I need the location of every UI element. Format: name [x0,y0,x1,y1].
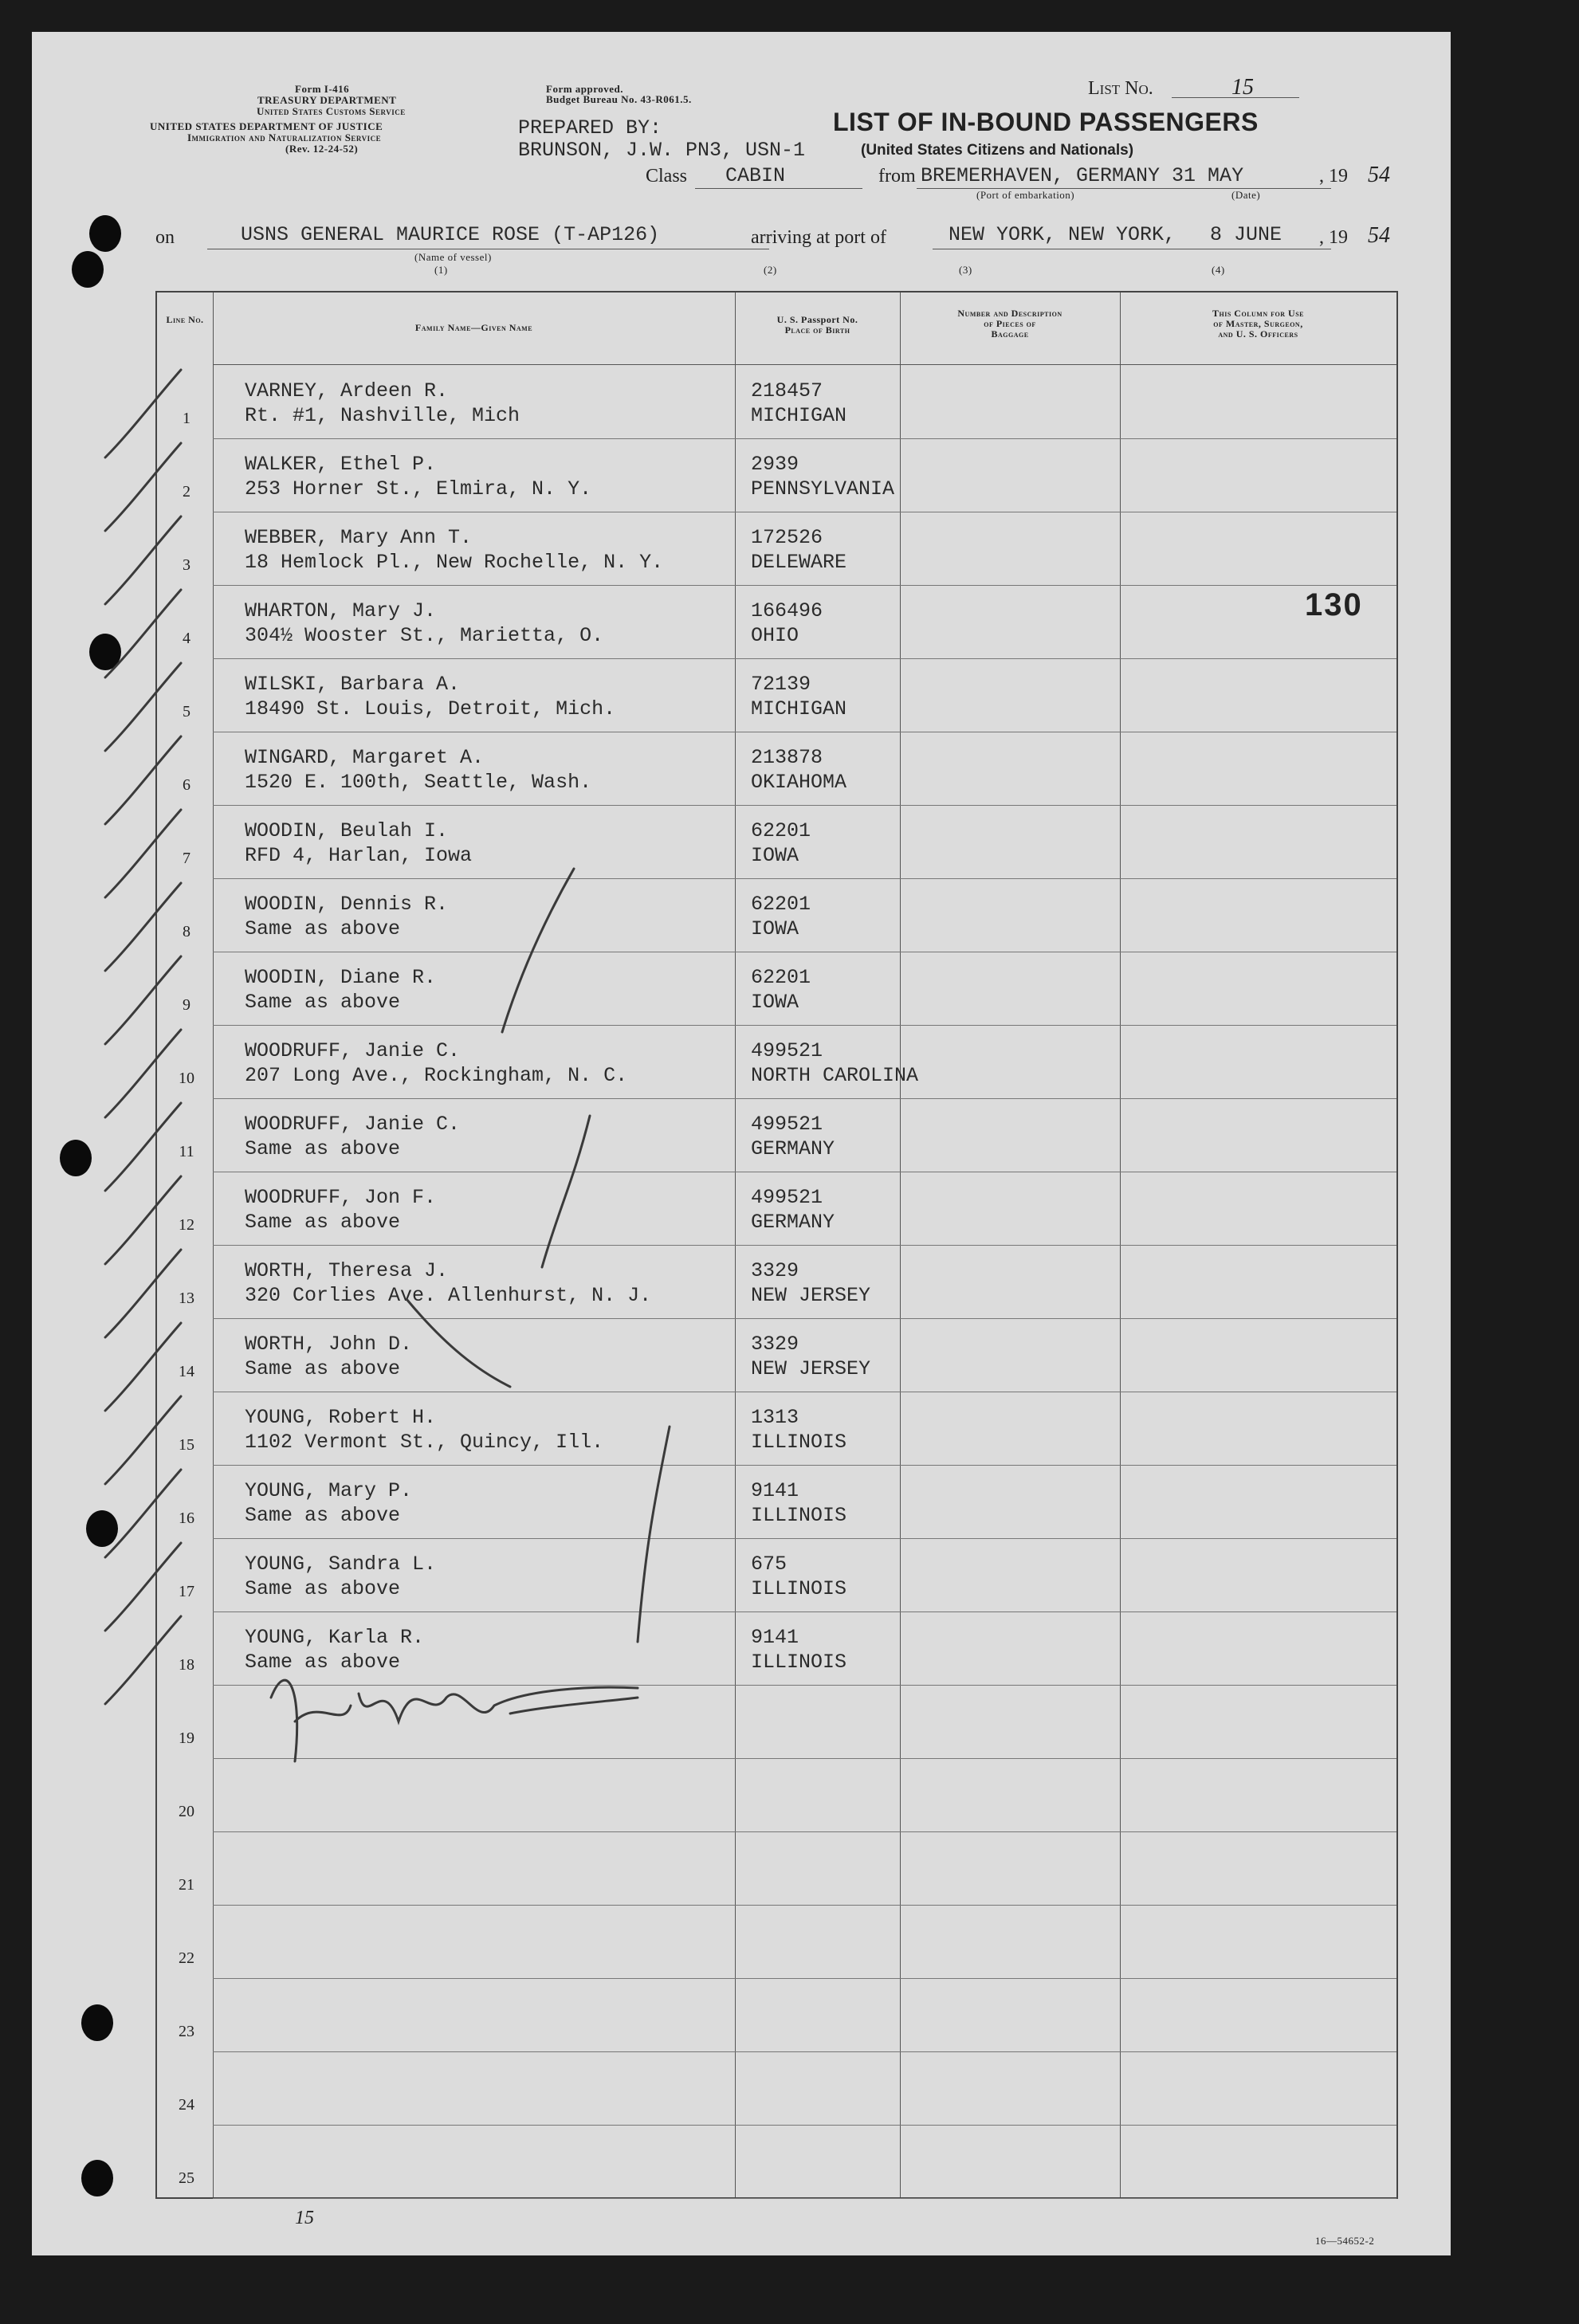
budget-bureau-number: Budget Bureau No. 43-R061.5. [546,93,692,105]
passenger-address: 18490 St. Louis, Detroit, Mich. [245,697,616,720]
passenger-address: 304½ Wooster St., Marietta, O. [245,624,604,647]
caption-1: (1) [434,264,448,276]
passport-number: 499521 [751,1186,823,1209]
passenger-name: YOUNG, Sandra L. [245,1553,437,1576]
place-of-birth: NORTH CAROLINA [751,1064,919,1087]
column-header-name: Family Name—Given Name [414,322,533,333]
line-number: 10 [179,1070,194,1087]
prepared-by-label: PREPARED BY: [518,116,662,139]
revision-date: (Rev. 12-24-52) [285,143,359,155]
immigration-service: Immigration and Naturalization Service [187,132,382,143]
customs-service: United States Customs Service [257,105,406,117]
passenger-address: Same as above [245,1137,401,1160]
passport-number: 218457 [751,379,823,402]
year-value-2: 54 [1368,223,1390,248]
line-number: 2 [183,483,191,501]
arrival-date: 8 JUNE [1210,223,1282,246]
passenger-address: Same as above [245,1504,401,1527]
place-of-birth: PENNSYLVANIA [751,477,895,501]
officers-header-line2: of Master, Surgeon, [1213,318,1303,329]
passport-number: 62201 [751,819,811,842]
place-of-birth: OKIAHOMA [751,771,847,794]
line-number: 4 [183,630,191,647]
place-of-birth: IOWA [751,991,799,1014]
column-header-line-no: Line No. [166,314,204,325]
passenger-name: WORTH, John D. [245,1333,413,1356]
line-number: 1 [183,410,191,427]
class-label: Class [646,166,688,186]
passenger-name: WOODRUFF, Jon F. [245,1186,437,1209]
place-of-birth: ILLINOIS [751,1577,847,1600]
place-of-birth: OHIO [751,624,799,647]
document-title: LIST OF IN-BOUND PASSENGERS [833,108,1259,136]
place-of-birth: DELEWARE [751,551,847,574]
passenger-address: 18 Hemlock Pl., New Rochelle, N. Y. [245,551,664,574]
line-number: 17 [179,1583,194,1600]
line-number: 25 [179,2169,194,2187]
passenger-name: YOUNG, Mary P. [245,1479,413,1502]
check-stroke [502,869,574,1032]
passport-number: 166496 [751,599,823,622]
caption-3: (3) [959,264,972,276]
line-number: 21 [179,1876,194,1894]
passenger-name: WEBBER, Mary Ann T. [245,526,473,549]
line-number: 5 [183,703,191,720]
place-of-birth: GERMANY [751,1137,835,1160]
passenger-address: RFD 4, Harlan, Iowa [245,844,473,867]
form-approved: Form approved. [546,83,624,95]
place-of-birth: GERMANY [751,1211,835,1234]
from-label: from [878,166,916,186]
place-of-birth: NEW JERSEY [751,1357,871,1380]
passport-number: 9141 [751,1626,799,1649]
passenger-name: WOODIN, Diane R. [245,966,437,989]
line-number: 3 [183,556,191,574]
passenger-address: Same as above [245,991,401,1014]
line-number: 15 [179,1436,194,1454]
passenger-name: WINGARD, Margaret A. [245,746,485,769]
passport-number: 72139 [751,673,811,696]
passenger-name: WOODRUFF, Janie C. [245,1039,461,1062]
passport-number: 172526 [751,526,823,549]
form-number: Form I-416 [295,83,350,95]
on-label: on [155,227,175,248]
year-prefix-1: , 19 [1319,166,1348,186]
check-stroke [407,1299,510,1387]
passport-number: 3329 [751,1333,799,1356]
line-number: 20 [179,1803,194,1820]
passport-number: 1313 [751,1406,799,1429]
baggage-header-line2: of Pieces of [984,318,1036,329]
line-number: 22 [179,1949,194,1967]
footer-form-code: 16—54652-2 [1315,2235,1375,2247]
line-number: 9 [183,996,191,1014]
place-of-birth: ILLINOIS [751,1504,847,1527]
year-value-1: 54 [1368,163,1390,187]
passenger-name: WILSKI, Barbara A. [245,673,461,696]
passenger-address: Same as above [245,1357,401,1380]
prepared-by-name: BRUNSON, J.W. PN3, USN-1 [518,139,806,162]
place-of-birth: MICHIGAN [751,697,847,720]
passport-number: 499521 [751,1113,823,1136]
signature [271,1680,638,1761]
caption-4: (4) [1212,264,1225,276]
passenger-name: YOUNG, Karla R. [245,1626,425,1649]
passport-header-line1: U. S. Passport No. [776,314,858,325]
passenger-name: WORTH, Theresa J. [245,1259,449,1282]
passenger-name: WHARTON, Mary J. [245,599,437,622]
line-number: 24 [179,2096,194,2114]
officers-header-line1: This Column for Use [1212,308,1304,319]
place-of-birth: IOWA [751,917,799,940]
passport-number: 62201 [751,893,811,916]
passport-number: 2939 [751,453,799,476]
class-value: CABIN [725,164,786,187]
passenger-name: WOODIN, Beulah I. [245,819,449,842]
line-number: 16 [179,1509,194,1527]
passport-number: 499521 [751,1039,823,1062]
vessel-name: USNS GENERAL MAURICE ROSE (T-AP126) [241,223,660,246]
embarkation-value: BREMERHAVEN, GERMANY 31 MAY [921,164,1244,187]
passenger-name: WOODRUFF, Janie C. [245,1113,461,1136]
arriving-label: arriving at port of [751,227,886,248]
passport-number: 3329 [751,1259,799,1282]
line-number: 7 [183,850,191,867]
passport-header-line2: Place of Birth [784,324,850,336]
line-number: 13 [179,1290,194,1307]
passport-number: 62201 [751,966,811,989]
handwritten-marks [32,32,1451,2255]
document-page [32,32,1451,2255]
baggage-header-line1: Number and Description [957,308,1062,319]
list-number-value: 15 [1231,75,1254,100]
check-stroke [638,1427,670,1642]
line-number: 12 [179,1216,194,1234]
officers-header-line3: and U. S. Officers [1218,328,1298,340]
place-of-birth: ILLINOIS [751,1431,847,1454]
document-subtitle: (United States Citizens and Nationals) [861,142,1134,159]
year-prefix-2: , 19 [1319,227,1348,248]
passenger-address: 1520 E. 100th, Seattle, Wash. [245,771,592,794]
line-number: 6 [183,776,191,794]
department-justice: UNITED STATES DEPARTMENT OF JUSTICE [150,120,383,132]
port-caption: (Port of embarkation) [976,189,1075,201]
line-number: 18 [179,1656,194,1674]
passenger-address: 320 Corlies Ave. Allenhurst, N. J. [245,1284,652,1307]
line-number: 11 [179,1143,194,1160]
passenger-name: WOODIN, Dennis R. [245,893,449,916]
check-stroke [542,1116,590,1267]
passenger-name: YOUNG, Robert H. [245,1406,437,1429]
vessel-caption: (Name of vessel) [414,251,492,263]
officer-stamp-number: 130 [1305,587,1363,622]
line-number: 19 [179,1729,194,1747]
passenger-address: 207 Long Ave., Rockingham, N. C. [245,1064,628,1087]
passenger-address: Same as above [245,1651,401,1674]
passenger-address: 253 Horner St., Elmira, N. Y. [245,477,592,501]
line-number: 8 [183,923,191,940]
passenger-address: Same as above [245,1577,401,1600]
place-of-birth: NEW JERSEY [751,1284,871,1307]
baggage-header-line3: Baggage [991,328,1029,340]
line-number: 14 [179,1363,194,1380]
footer-page-mark: 15 [295,2208,314,2228]
list-number-label: List No. [1088,78,1153,99]
place-of-birth: MICHIGAN [751,404,847,427]
passport-number: 9141 [751,1479,799,1502]
department-treasury: TREASURY DEPARTMENT [257,94,397,106]
passport-number: 213878 [751,746,823,769]
passenger-address: Same as above [245,1211,401,1234]
place-of-birth: ILLINOIS [751,1651,847,1674]
place-of-birth: IOWA [751,844,799,867]
passenger-address: Same as above [245,917,401,940]
line-number: 23 [179,2023,194,2040]
passport-number: 675 [751,1553,788,1576]
passenger-address: 1102 Vermont St., Quincy, Ill. [245,1431,604,1454]
passenger-name: VARNEY, Ardeen R. [245,379,449,402]
date-caption: (Date) [1231,189,1261,201]
passenger-address: Rt. #1, Nashville, Mich [245,404,520,427]
passenger-name: WALKER, Ethel P. [245,453,437,476]
arrival-port: NEW YORK, NEW YORK, [949,223,1176,246]
caption-2: (2) [764,264,777,276]
